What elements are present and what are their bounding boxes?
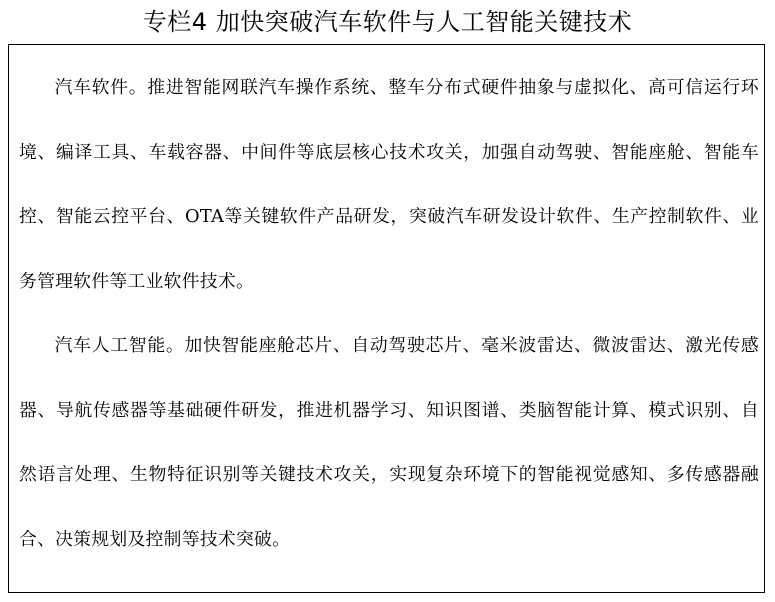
paragraph-automotive-software: 汽车软件。推进智能网联汽车操作系统、整车分布式硬件抽象与虚拟化、高可信运行环境、编译工具、车载容器、中间件等底层核心技术攻关，加强自动驾驶、智能座舱、智能车控、智能云控平台、OTA等关键软件产品研发，突破汽车研发设计软件、生产控制软件、业务管理软件等工业软件技术。 [19, 77, 759, 292]
paragraph-automotive-ai: 汽车人工智能。加快智能座舱芯片、自动驾驶芯片、毫米波雷达、微波雷达、激光传感器、导航传感器等基础硬件研发，推进机器学习、知识图谱、类脑智能计算、模式识别、自然语言处理、生物特征识别等关键技术攻关，实现复杂环境下的智能视觉感知、多传感器融合、决策规划及控制等技术突破。 [19, 335, 759, 550]
document-title: 专栏4 加快突破汽车软件与人工智能关键技术 [142, 8, 633, 36]
content-box [8, 44, 765, 593]
